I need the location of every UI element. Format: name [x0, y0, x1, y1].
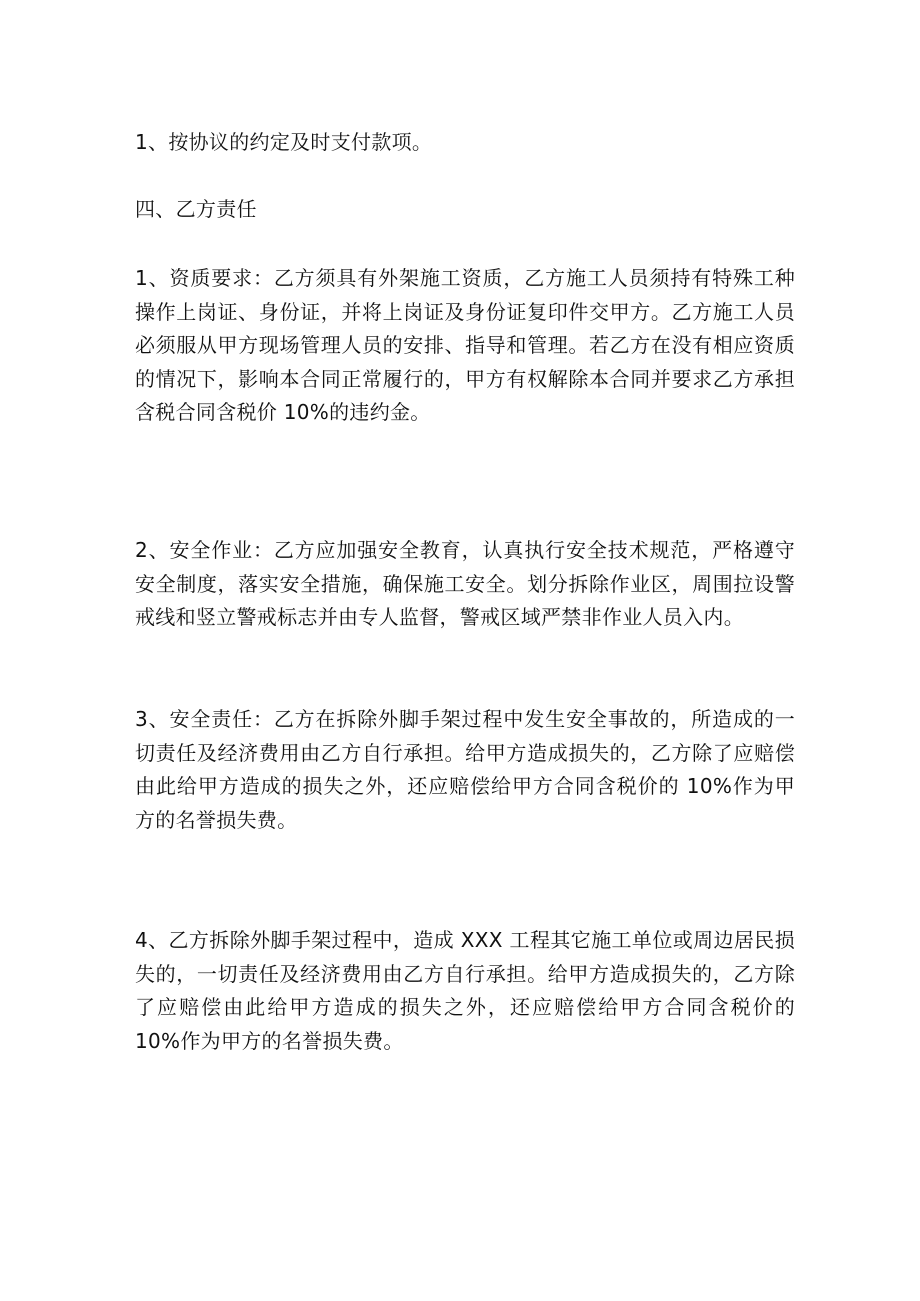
paragraph-safe-operation: 2、安全作业：乙方应加强安全教育，认真执行安全技术规范，严格遵守安全制度，落实安全措施，确保施工安全。划分拆除作业区，周围拉设警戒线和竖立警戒标志并由专人监督，警戒区域严禁非作业人员入内。: [135, 538, 795, 629]
paragraph-qualification-requirements: 1、资质要求：乙方须具有外架施工资质，乙方施工人员须持有特殊工种操作上岗证、身份证，并将上岗证及身份证复印件交甲方。乙方施工人员必须服从甲方现场管理人员的安排、指导和管理。若乙方在没有相应资质的情况下，影响本合同正常履行的，甲方有权解除本合同并要求乙方承担含税合同含税价 10%的违约金。: [135, 266, 795, 424]
paragraph-third-party-losses: 4、乙方拆除外脚手架过程中，造成 XXX 工程其它施工单位或周边居民损失的，一切责任及经济费用由乙方自行承担。给甲方造成损失的，乙方除了应赔偿由此给甲方造成的损失之外，还应赔偿给甲方合同含税价的 10%作为甲方的名誉损失费。: [135, 928, 795, 1053]
paragraph-safety-responsibility: 3、安全责任：乙方在拆除外脚手架过程中发生安全事故的，所造成的一切责任及经济费用由乙方自行承担。给甲方造成损失的，乙方除了应赔偿由此给甲方造成的损失之外，还应赔偿给甲方合同含税价的 10%作为甲方的名誉损失费。: [135, 707, 795, 832]
section-heading-party-b-responsibility: 四、乙方责任: [135, 197, 257, 221]
paragraph-obligation-1: 1、按协议的约定及时支付款项。: [135, 130, 433, 154]
